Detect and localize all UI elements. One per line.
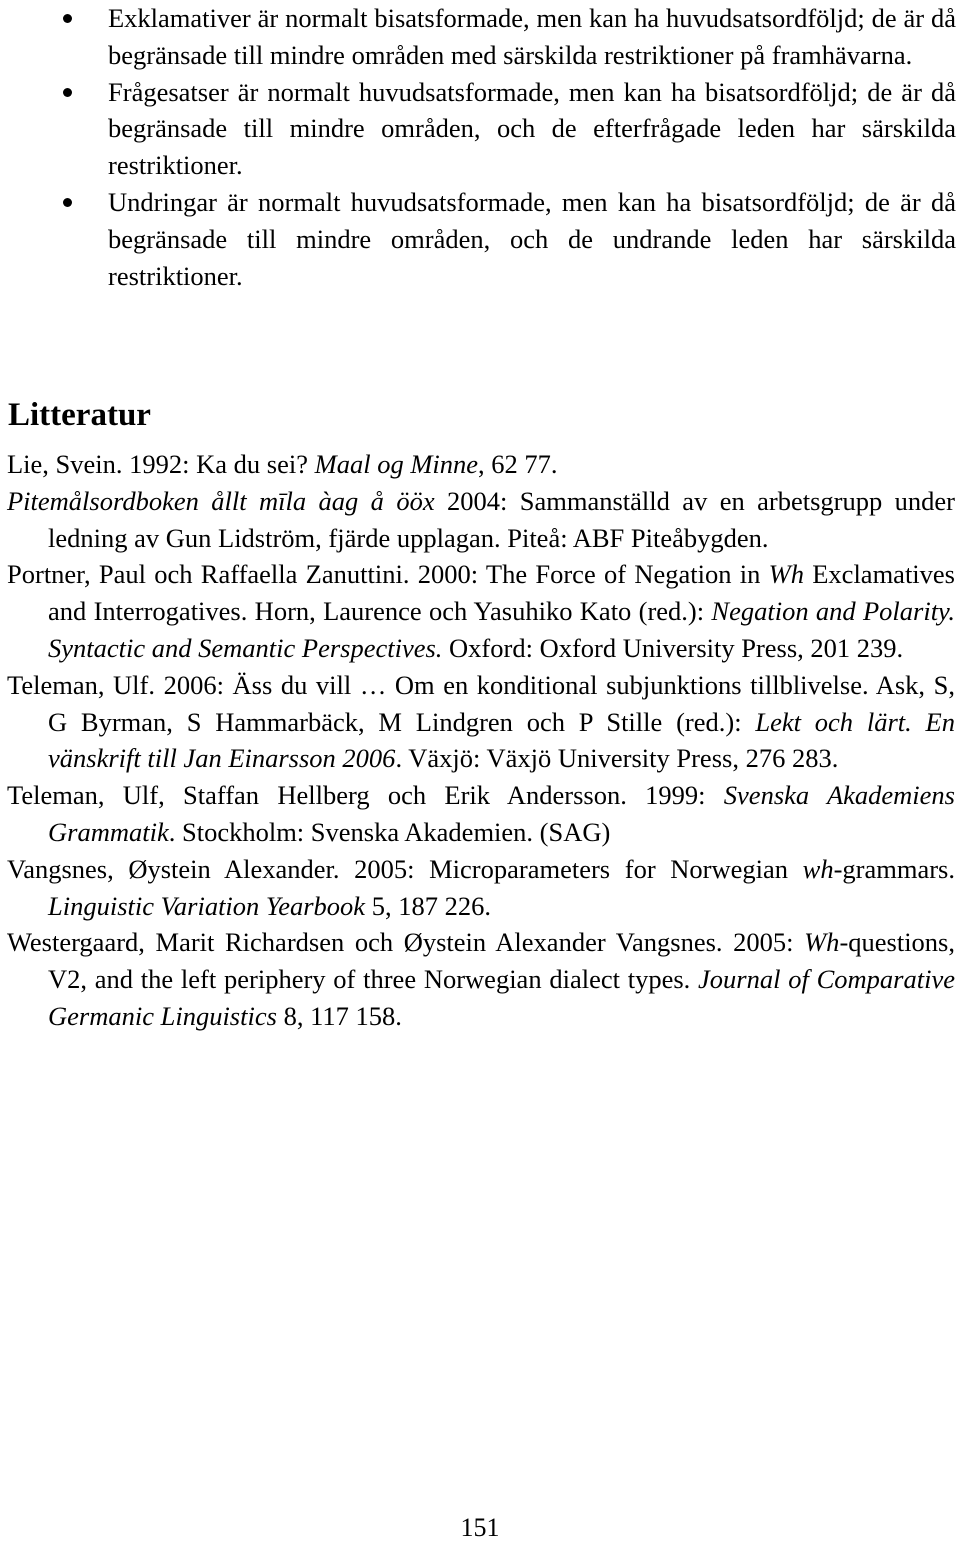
reference-entry: [7, 851, 955, 925]
ref-text: Vangsnes, Øystein Alexander. 2005: Microparameters for Norwegian: [7, 853, 803, 884]
reference-entry: [7, 924, 955, 1034]
ref-text: 8, 117 158.: [276, 1000, 402, 1031]
ref-italic: Negation and Polarity. Syntactic and Semantic Perspectives.: [48, 596, 955, 663]
bullet-dot-icon: [63, 88, 72, 97]
ref-italic: Wh: [804, 927, 840, 958]
ref-italic: Pitemålsordboken ållt mīla àag å ööx: [7, 485, 435, 516]
ref-text: , 62 77.: [478, 449, 558, 479]
reference-entry: [7, 777, 955, 851]
bullet-item: [108, 74, 956, 184]
bullet-dot-icon: [63, 14, 72, 23]
bullet-item: [108, 184, 956, 294]
reference-entry: [7, 556, 955, 666]
reference-entry: [7, 483, 955, 557]
ref-italic: Journal of Comparative Germanic Linguistics: [48, 964, 955, 1031]
ref-text: 2004: Sammanställd av en arbetsgrupp under ledning av Gun Lidström, fjärde upplagan. Piteå: ABF Piteåbygden.: [48, 485, 955, 553]
reference-entry: [7, 667, 955, 777]
ref-italic: Wh: [768, 559, 804, 590]
reference-entry: [7, 446, 955, 483]
ref-text: . Växjö: Växjö University Press, 276 283.: [395, 743, 839, 774]
ref-text: Westergaard, Marit Richardsen och Øystein Alexander Vangsnes. 2005:: [7, 927, 805, 958]
page-number: 151: [460, 1513, 500, 1542]
ref-italic: wh: [802, 853, 834, 884]
ref-text: . Stockholm: Svenska Akademien. (SAG): [168, 816, 611, 847]
ref-text: Teleman, Ulf. 2006: Äss du vill … Om en konditional subjunktions tillblivelse. Ask, S, G Byrman, S Hammarbäck, M Lindgren och P Stille (red.):: [7, 669, 955, 737]
ref-italic: Maal og Minne: [314, 449, 479, 479]
bullet-text: Frågesatser är normalt huvudsatsformade, men kan ha bisatsordföljd; de är då begränsade till mindre områden, och de efterfrågade leden har särskilda restriktioner.: [108, 76, 956, 181]
ref-italic: Linguistic Variation Yearbook: [48, 890, 366, 921]
ref-text: Lie, Svein. 1992: Ka du sei?: [7, 449, 315, 479]
reference-list: [7, 446, 955, 1035]
bullet-list: [0, 0, 960, 294]
ref-text: Teleman, Ulf, Staffan Hellberg och Erik Andersson. 1999:: [7, 780, 724, 811]
ref-text: Exclamatives and Interrogatives. Horn, Laurence och Yasuhiko Kato (red.):: [48, 559, 955, 627]
ref-text: -questions, V2, and the left periphery of three Norwegian dialect types.: [48, 927, 955, 995]
ref-text: 5, 187 226.: [365, 890, 491, 921]
ref-italic: Svenska Akademiens Grammatik: [48, 780, 955, 847]
bullet-text: Undringar är normalt huvudsatsformade, men kan ha bisatsordföljd; de är då begränsade till mindre områden, och de undrande leden har särskilda restriktioner.: [108, 186, 956, 291]
ref-text: -grammars.: [833, 853, 955, 884]
bullet-dot-icon: [63, 198, 72, 207]
ref-text: Portner, Paul och Raffaella Zanuttini. 2000: The Force of Negation in: [7, 559, 769, 590]
ref-text: Oxford: Oxford University Press, 201 239.: [442, 632, 904, 663]
ref-italic: Lekt och lärt. En vänskrift till Jan Einarsson 2006: [48, 706, 955, 774]
bullet-item: [108, 0, 956, 74]
bullet-text: Exklamativer är normalt bisatsformade, men kan ha huvudsatsordföljd; de är då begränsade till mindre områden med särskilda restriktioner på framhävarna.: [108, 3, 956, 70]
section-heading: Litteratur: [8, 397, 151, 433]
